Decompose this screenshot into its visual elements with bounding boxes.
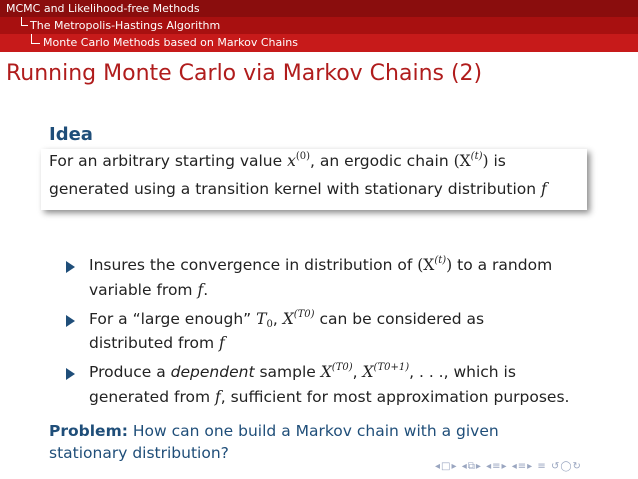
bullet-3-line-2: generated from f, sufficient for most approximation purposes. [89, 388, 570, 406]
bullet-1-line-2: variable from f. [89, 281, 209, 299]
header-section[interactable]: MCMC and Likelihood-free Methods [6, 2, 200, 15]
bullet-icon [66, 368, 75, 380]
frame-prev-icon[interactable]: ◂ [461, 461, 468, 472]
bullet-3-line-1: Produce a dependent sample $X^{(T0)}$, $X^{(T0+1)}$, . . ., which is [89, 362, 516, 381]
block-line-1: For an arbitrary starting value $x^{(0)}$, an ergodic chain $(X^{(t)})$ is [49, 151, 506, 170]
section-icon: ≡ [492, 461, 502, 472]
header-subsection[interactable]: The Metropolis-Hastings Algorithm [30, 19, 221, 32]
header-subsubsection-bar [0, 34, 638, 52]
tree-connector [31, 34, 40, 44]
slide-prev-icon[interactable]: ◂ [435, 461, 442, 472]
problem-line-1: Problem: How can one build a Markov chain with a given [49, 422, 499, 440]
zoom-icon[interactable]: ↺◯↻ [550, 461, 582, 472]
bullet-2-line-1: For a “large enough” T0, $X^{(T0)}$ can be considered as [89, 309, 485, 330]
subsection-next-icon[interactable]: ▸ [527, 461, 534, 472]
bullet-icon [66, 261, 75, 273]
beamer-navigation [435, 461, 582, 472]
subsection-prev-icon[interactable]: ◂ [511, 461, 518, 472]
frame-next-icon[interactable]: ▸ [475, 461, 482, 472]
frame-icon: ⧉ [467, 461, 476, 472]
block-title: Idea [49, 124, 93, 145]
slide-next-icon[interactable]: ▸ [451, 461, 458, 472]
header-subsubsection[interactable]: Monte Carlo Methods based on Markov Chains [43, 36, 298, 49]
bullet-icon [66, 315, 75, 327]
slide-title: Running Monte Carlo via Markov Chains (2) [6, 61, 483, 86]
block-line-2: generated using a transition kernel with stationary distribution f [49, 180, 547, 198]
subsection-icon: ≡ [517, 461, 528, 472]
problem-label: Problem: [49, 422, 128, 440]
header-section-bar [0, 0, 638, 17]
section-prev-icon[interactable]: ◂ [486, 461, 493, 472]
header-subsection-bar [0, 17, 638, 34]
section-next-icon[interactable]: ▸ [501, 461, 508, 472]
bullet-2-line-2: distributed from f [89, 334, 225, 352]
problem-line-2: stationary distribution? [49, 444, 229, 462]
bullet-1-line-1: Insures the convergence in distribution of $(X^{(t)})$ to a random [89, 255, 553, 274]
tree-connector [21, 17, 28, 26]
slide-icon: □ [441, 461, 452, 472]
align-icon[interactable]: ≡ [537, 461, 547, 472]
